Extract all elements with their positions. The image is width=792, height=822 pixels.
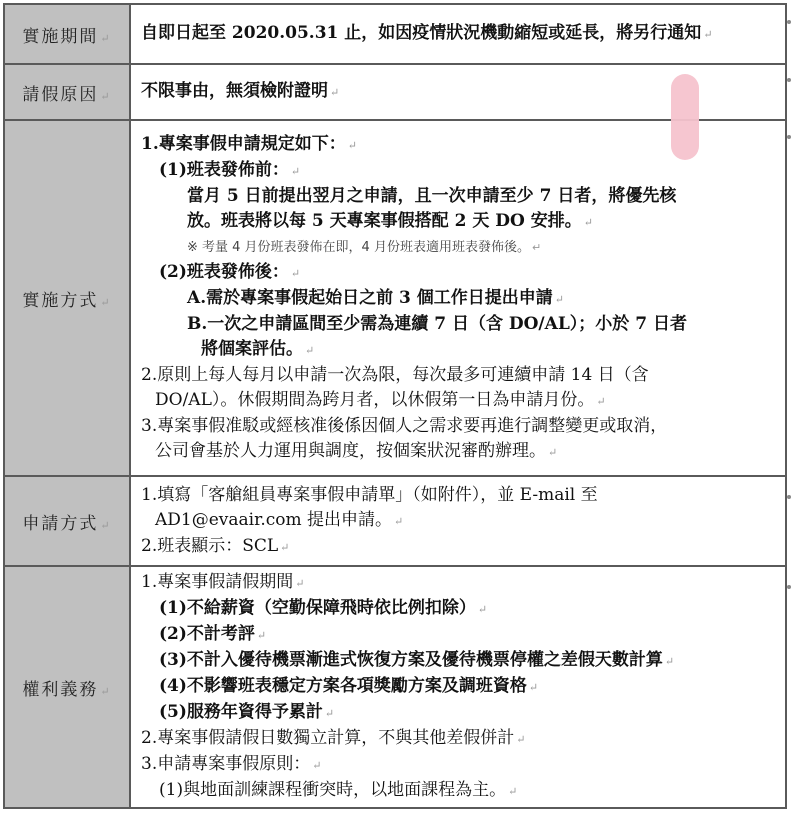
content-line: 2.專案事假請假日數獨立計算，不與其他差假併計 ↵ (141, 728, 526, 748)
content-line: A.需於專案事假起始日之前 3 個工作日提出申請 ↵ (187, 287, 564, 308)
content-line: (3)不計入優待機票漸進式恢復方案及優待機票停權之差假天數計算 ↵ (159, 650, 675, 670)
content-line: 2.原則上每人每月以申請一次為限，每次最多可連續申請 14 日（含 (141, 364, 649, 385)
paragraph-mark-icon: ↵ (305, 343, 315, 357)
paragraph-mark-icon: ↵ (508, 785, 518, 798)
table-row-rights (4, 566, 786, 808)
table-row-period (4, 4, 786, 64)
paragraph-mark-icon: ↵ (548, 445, 558, 459)
label-text: 請假原因 (22, 84, 99, 105)
paragraph-mark-icon: ↵ (100, 518, 112, 532)
paragraph-mark-icon: ↵ (554, 292, 564, 306)
row-content (130, 4, 786, 64)
row-label (4, 476, 130, 566)
paragraph-mark-icon: ↵ (290, 266, 301, 280)
paragraph-mark-icon: ↵ (330, 86, 340, 99)
paragraph-mark-icon: ↵ (394, 514, 404, 528)
paragraph-mark-icon: ↵ (312, 759, 322, 772)
row-content (130, 566, 786, 808)
row-end-marker-icon (787, 585, 791, 589)
policy-table (3, 3, 787, 809)
paragraph-mark-icon: ↵ (256, 629, 267, 642)
paragraph-mark-icon: ↵ (347, 138, 357, 152)
content-line: (2)班表發佈後： ↵ (159, 261, 301, 282)
content-line: 將個案評估。 ↵ (201, 338, 315, 359)
table-row-reason (4, 64, 786, 120)
content-line: 公司會基於人力運用與調度，按個案狀況審酌辦理。 ↵ (155, 440, 558, 461)
label-text: 權利義務 (22, 679, 99, 700)
content-line: 2.班表顯示：SCL ↵ (141, 535, 290, 556)
paragraph-mark-icon: ↵ (100, 89, 112, 103)
highlight-mark (671, 74, 699, 160)
table-row-apply (4, 476, 786, 566)
content-line: 1.填寫「客艙組員專案事假申請單」（如附件），並 E-mail 至 (141, 484, 598, 505)
paragraph-mark-icon: ↵ (516, 733, 526, 746)
paragraph-mark-icon: ↵ (290, 164, 301, 178)
paragraph-mark-icon: ↵ (703, 28, 713, 41)
content-line: 不限事由，無須檢附證明 ↵ (141, 81, 340, 101)
row-end-marker-icon (787, 20, 791, 24)
content-line: 放。班表將以每 5 天專案事假搭配 2 天 DO 安排。 ↵ (187, 210, 593, 231)
content-line: 3.專案事假准駁或經核准後係因個人之需求要再進行調整變更或取消， (141, 415, 668, 436)
row-content (130, 476, 786, 566)
paragraph-mark-icon: ↵ (664, 655, 675, 668)
content-line: (4)不影響班表穩定方案各項獎勵方案及調班資格 ↵ (159, 676, 539, 696)
row-label (4, 64, 130, 120)
label-text: 實施方式 (22, 290, 99, 311)
content-line: (1)班表發佈前： ↵ (159, 159, 301, 180)
label-text: 實施期間 (22, 26, 99, 47)
content-note: ※ 考量 4 月份班表發佈在即，4 月份班表適用班表發佈後。 ↵ (187, 239, 542, 255)
content-line: (5)服務年資得予累計 ↵ (159, 702, 335, 722)
content-line: AD1@evaair.com 提出申請。 ↵ (155, 509, 404, 530)
content-line: DO/AL）。休假期間為跨月者，以休假第一日為申請月份。 ↵ (155, 389, 606, 410)
content-line: 1.專案事假請假期間 ↵ (141, 572, 305, 592)
paragraph-mark-icon: ↵ (596, 394, 606, 408)
row-label (4, 4, 130, 64)
paragraph-mark-icon: ↵ (528, 681, 539, 694)
content-line: 1.專案事假申請規定如下： ↵ (141, 133, 357, 154)
content-line: 3.申請專案事假原則： ↵ (141, 754, 322, 774)
content-line: 當月 5 日前提出翌月之申請，且一次申請至少 7 日者，將優先核 (187, 185, 677, 206)
table-row-method (4, 120, 786, 476)
paragraph-mark-icon: ↵ (100, 295, 112, 309)
paragraph-mark-icon: ↵ (531, 240, 542, 254)
content-line: 自即日起至 2020.05.31 止，如因疫情狀況機動縮短或延長，將另行通知 ↵ (141, 23, 713, 43)
content-line: (1)與地面訓練課程衝突時，以地面課程為主。 ↵ (159, 780, 518, 800)
paragraph-mark-icon: ↵ (324, 707, 335, 720)
row-end-marker-icon (787, 78, 791, 82)
row-content (130, 120, 786, 476)
content-line: B.一次之申請區間至少需為連續 7 日（含 DO/AL）；小於 7 日者 (187, 313, 687, 334)
paragraph-mark-icon: ↵ (295, 577, 305, 590)
row-label (4, 120, 130, 476)
content-line: (2)不計考評 ↵ (159, 624, 267, 644)
paragraph-mark-icon: ↵ (280, 540, 290, 554)
label-text: 申請方式 (22, 513, 99, 534)
paragraph-mark-icon: ↵ (100, 31, 112, 45)
row-end-marker-icon (787, 495, 791, 499)
row-end-marker-icon (787, 135, 791, 139)
content-line: (1)不給薪資（空勤保障飛時依比例扣除） ↵ (159, 598, 488, 618)
paragraph-mark-icon: ↵ (100, 684, 112, 698)
paragraph-mark-icon: ↵ (477, 603, 488, 616)
row-label (4, 566, 130, 808)
paragraph-mark-icon: ↵ (583, 215, 593, 229)
